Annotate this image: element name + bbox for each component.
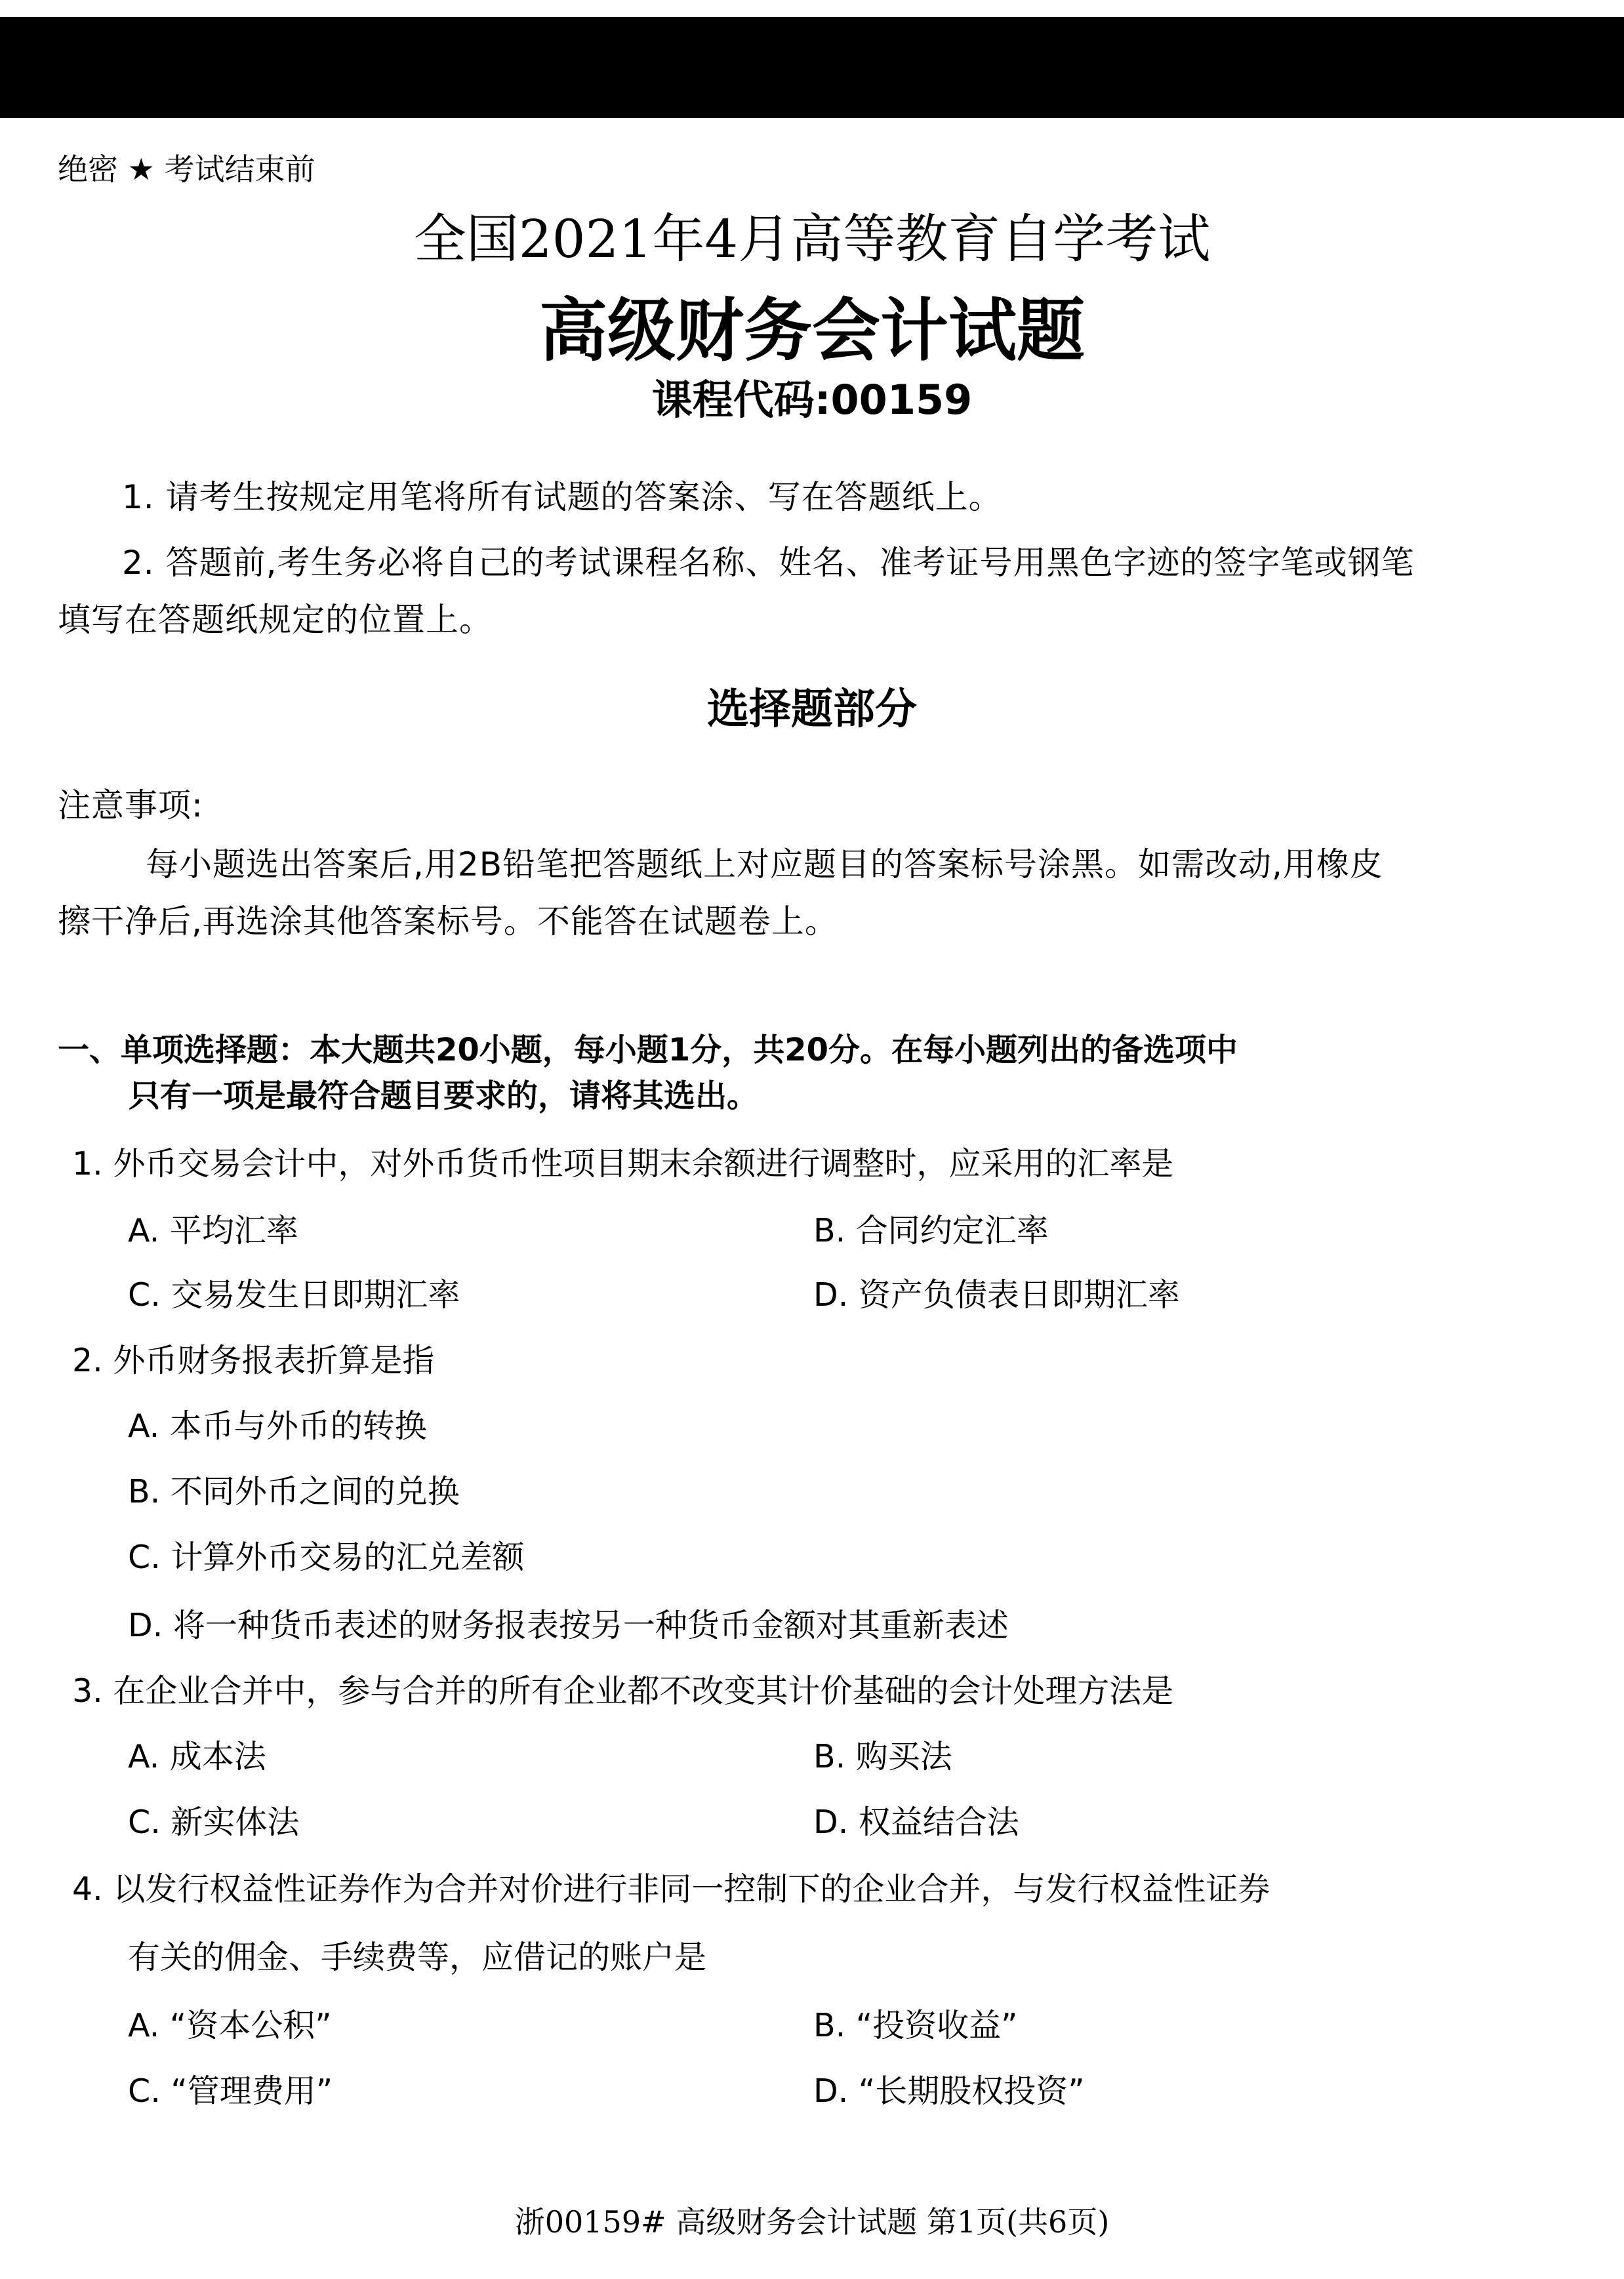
notes-line-1: 每小题选出答案后,用2B铅笔把答题纸上对应题目的答案标号涂黑。如需改动,用橡皮 — [146, 845, 1383, 883]
notes-line-2: 擦干净后,再选涂其他答案标号。不能答在试题卷上。 — [58, 902, 838, 940]
question-3-option-a: A. 成本法 — [128, 1738, 266, 1775]
instruction-1: 1. 请考生按规定用笔将所有试题的答案涂、写在答题纸上。 — [122, 478, 1002, 516]
question-1-stem: 1. 外币交易会计中，对外币货币性项目期末余额进行调整时，应采用的汇率是 — [72, 1145, 1174, 1182]
question-4-stem-cont: 有关的佣金、手续费等，应借记的账户是 — [128, 1939, 707, 1976]
paper-title: 高级财务会计试题 — [538, 291, 1085, 371]
notes-label: 注意事项: — [58, 786, 203, 824]
question-2-stem: 2. 外币财务报表折算是指 — [72, 1342, 435, 1379]
question-3-option-b: B. 购买法 — [813, 1738, 952, 1775]
part-title: 选择题部分 — [707, 685, 917, 734]
question-4-option-b: B. “投资收益” — [813, 2007, 1018, 2044]
instruction-2: 2. 答题前,考生务必将自己的考试课程名称、姓名、准考证号用黑色字迹的签字笔或钢笔 — [122, 544, 1415, 582]
question-3-option-d: D. 权益结合法 — [813, 1804, 1019, 1841]
question-1-option-a: A. 平均汇率 — [128, 1212, 298, 1249]
question-4-option-c: C. “管理费用” — [128, 2072, 333, 2110]
question-4-option-d: D. “长期股权投资” — [813, 2072, 1085, 2110]
question-3-stem: 3. 在企业合并中，参与合并的所有企业都不改变其计价基础的会计处理方法是 — [72, 1672, 1174, 1710]
instruction-2-cont: 填写在答题纸规定的位置上。 — [58, 601, 493, 639]
question-1-option-c: C. 交易发生日即期汇率 — [128, 1276, 460, 1314]
question-2-option-c: C. 计算外币交易的汇兑差额 — [128, 1539, 525, 1576]
scan-black-bar — [0, 17, 1624, 118]
course-code: 课程代码:00159 — [651, 376, 973, 424]
exam-title: 全国2021年4月高等教育自学考试 — [413, 209, 1211, 270]
confidential-label: 绝密 ★ 考试结束前 — [58, 151, 315, 187]
question-3-option-c: C. 新实体法 — [128, 1804, 300, 1841]
question-2-option-d: D. 将一种货币表述的财务报表按另一种货币金额对其重新表述 — [128, 1607, 1009, 1644]
question-1-option-d: D. 资产负债表日即期汇率 — [813, 1276, 1180, 1314]
section-header: 一、单项选择题：本大题共20小题，每小题1分，共20分。在每小题列出的备选项中 — [58, 1032, 1238, 1068]
question-1-option-b: B. 合同约定汇率 — [813, 1212, 1049, 1249]
question-4-stem: 4. 以发行权益性证券作为合并对价进行非同一控制下的企业合并，与发行权益性证券 — [72, 1870, 1270, 1908]
question-2-option-a: A. 本币与外币的转换 — [128, 1407, 427, 1445]
page-footer: 浙00159# 高级财务会计试题 第1页(共6页) — [514, 2204, 1110, 2240]
question-2-option-b: B. 不同外币之间的兑换 — [128, 1473, 460, 1510]
section-header-cont: 只有一项是最符合题目要求的，请将其选出。 — [129, 1078, 759, 1114]
question-4-option-a: A. “资本公积” — [128, 2007, 332, 2044]
